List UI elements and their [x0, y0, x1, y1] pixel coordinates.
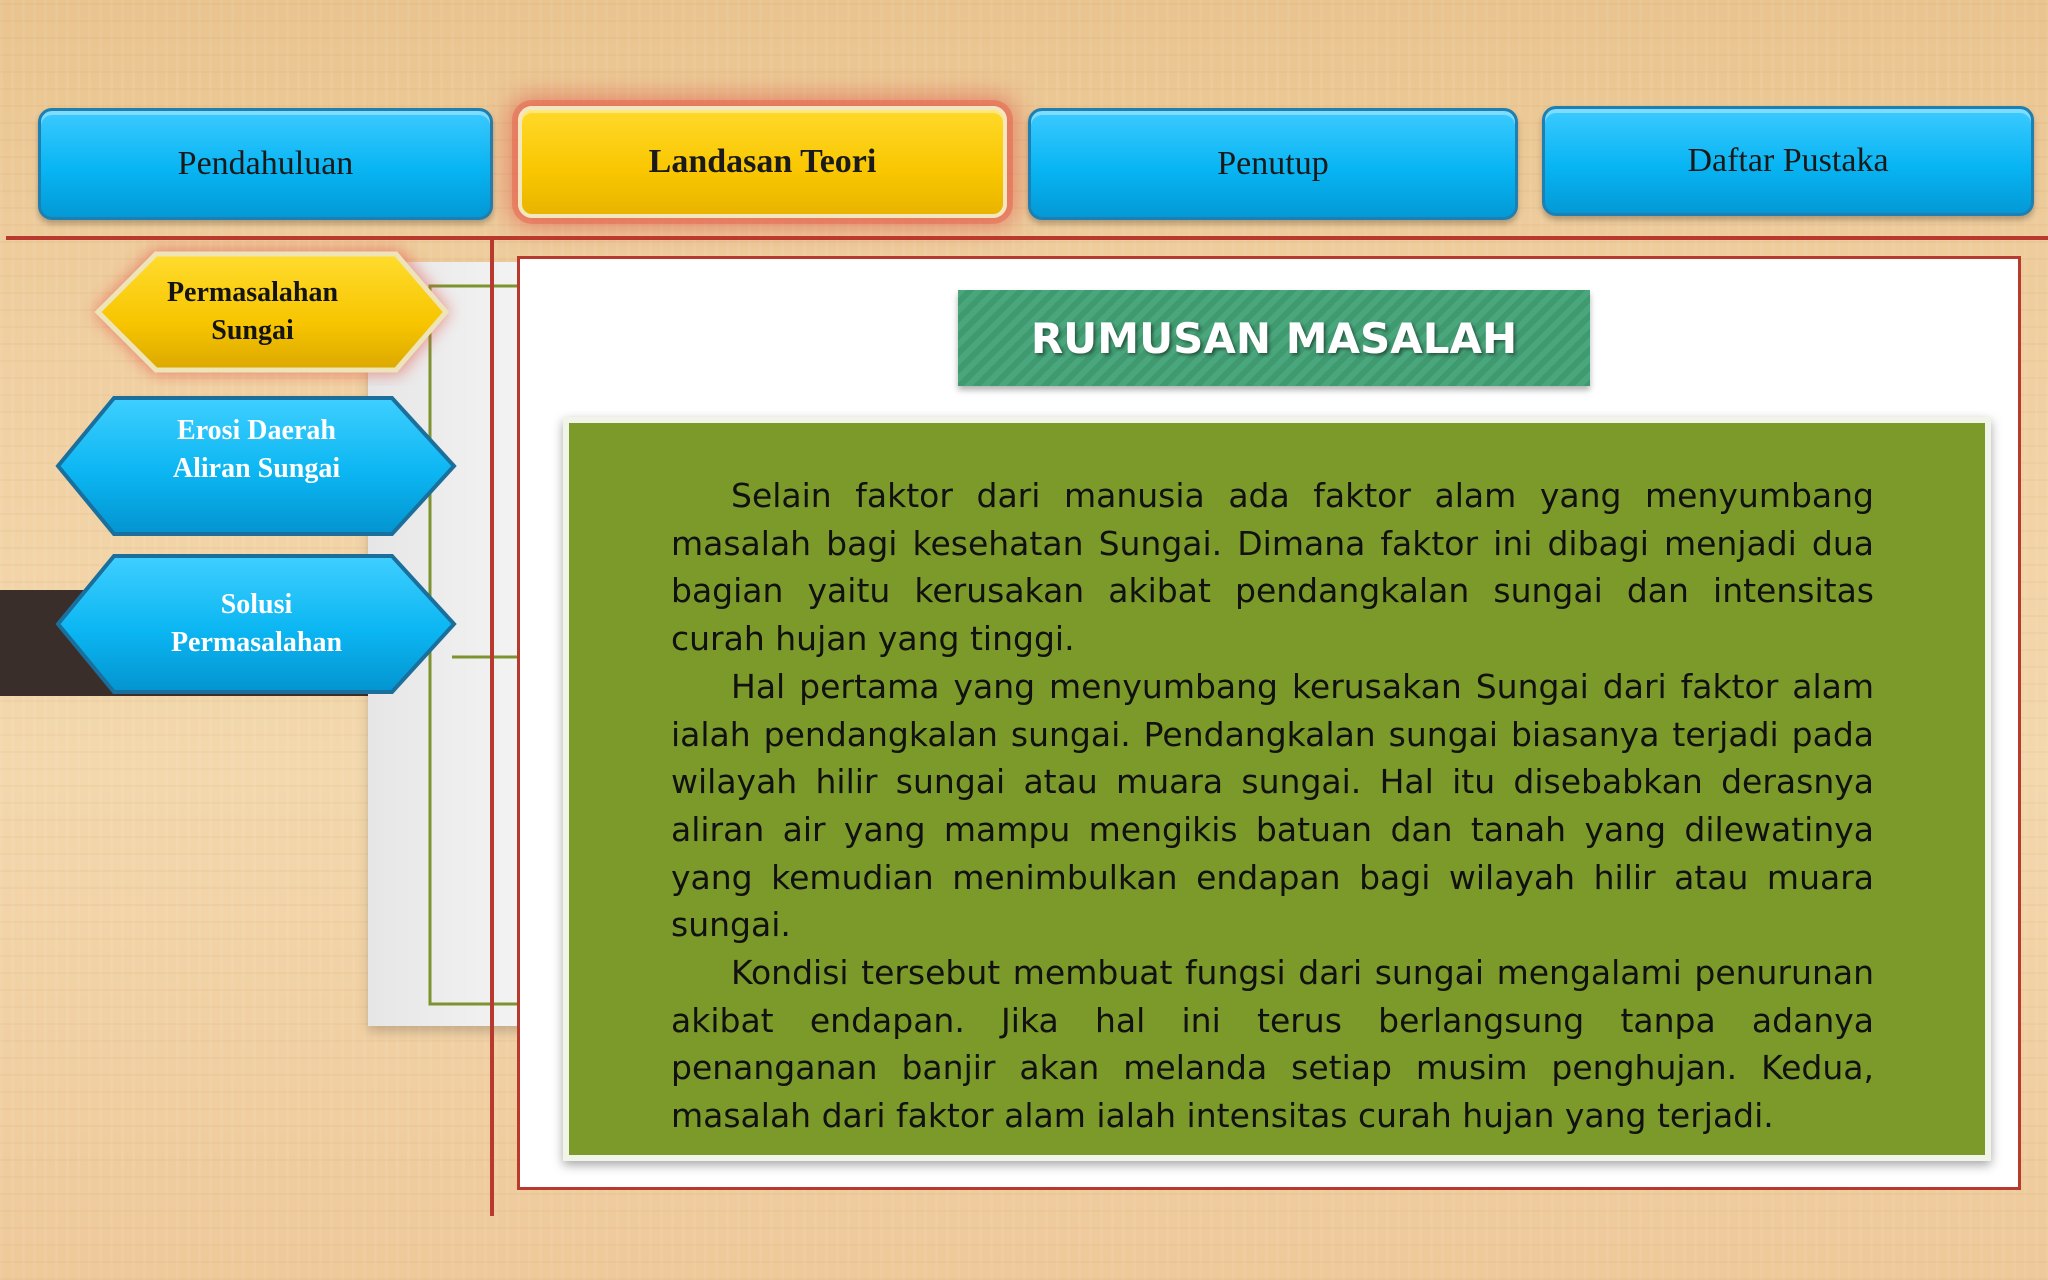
tab-label: Penutup — [1217, 145, 1329, 182]
label-line: Solusi — [220, 589, 293, 620]
tab-label: Daftar Pustaka — [1687, 142, 1889, 179]
paragraph: Selain faktor dari manusia ada faktor alam yang menyumbang masalah bagi kesehatan Sungai. Dimana faktor ini dibagi menjadi dua bagian yaitu kerusakan akibat pendangkalan sungai dan intensitas curah hujan yang tinggi. — [671, 476, 1874, 659]
paragraph: Kondisi tersebut membuat fungsi dari sungai mengalami penurunan akibat endapan. Jika hal ini terus berlangsung tanpa adanya penanganan banjir akan melanda setiap musim penghujan. Kedua, masalah dari faktor alam ialah intensitas curah hujan yang terjadi. — [671, 953, 1874, 1136]
tab-label: Landasan Teori — [648, 143, 877, 180]
sidebar-item-label — [124, 586, 389, 662]
label-line: Permasalahan — [166, 277, 339, 308]
tab-daftar-pustaka[interactable] — [1542, 106, 2034, 216]
section-title — [958, 290, 1590, 386]
sidebar-item-label — [120, 274, 385, 350]
tab-landasan-teori[interactable] — [518, 106, 1007, 218]
tab-label: Pendahuluan — [177, 145, 354, 182]
label-line: Aliran Sungai — [172, 453, 341, 484]
section-title-text: RUMUSAN MASALAH — [1030, 313, 1518, 363]
label-line: Erosi Daerah — [177, 415, 336, 446]
label-line: Sungai — [211, 315, 294, 346]
paragraph: Hal pertama yang menyumbang kerusakan Sungai dari faktor alam ialah pendangkalan sungai. Pendangkalan sungai biasanya terjadi pada wilayah hilir sungai atau muara sungai. Hal itu disebabkan derasnya aliran air yang mampu mengikis batuan dan tanah yang dilewatinya yang kemudian menimbulkan endapan bagi wilayah hilir atau muara sungai. — [671, 666, 1874, 945]
tab-penutup[interactable] — [1028, 108, 1518, 220]
content-text — [671, 472, 1874, 1140]
label-line: Permasalahan — [170, 627, 343, 658]
sidebar-divider-line — [490, 238, 494, 1216]
sidebar-item-label — [124, 412, 389, 488]
tab-pendahuluan[interactable] — [38, 108, 493, 220]
